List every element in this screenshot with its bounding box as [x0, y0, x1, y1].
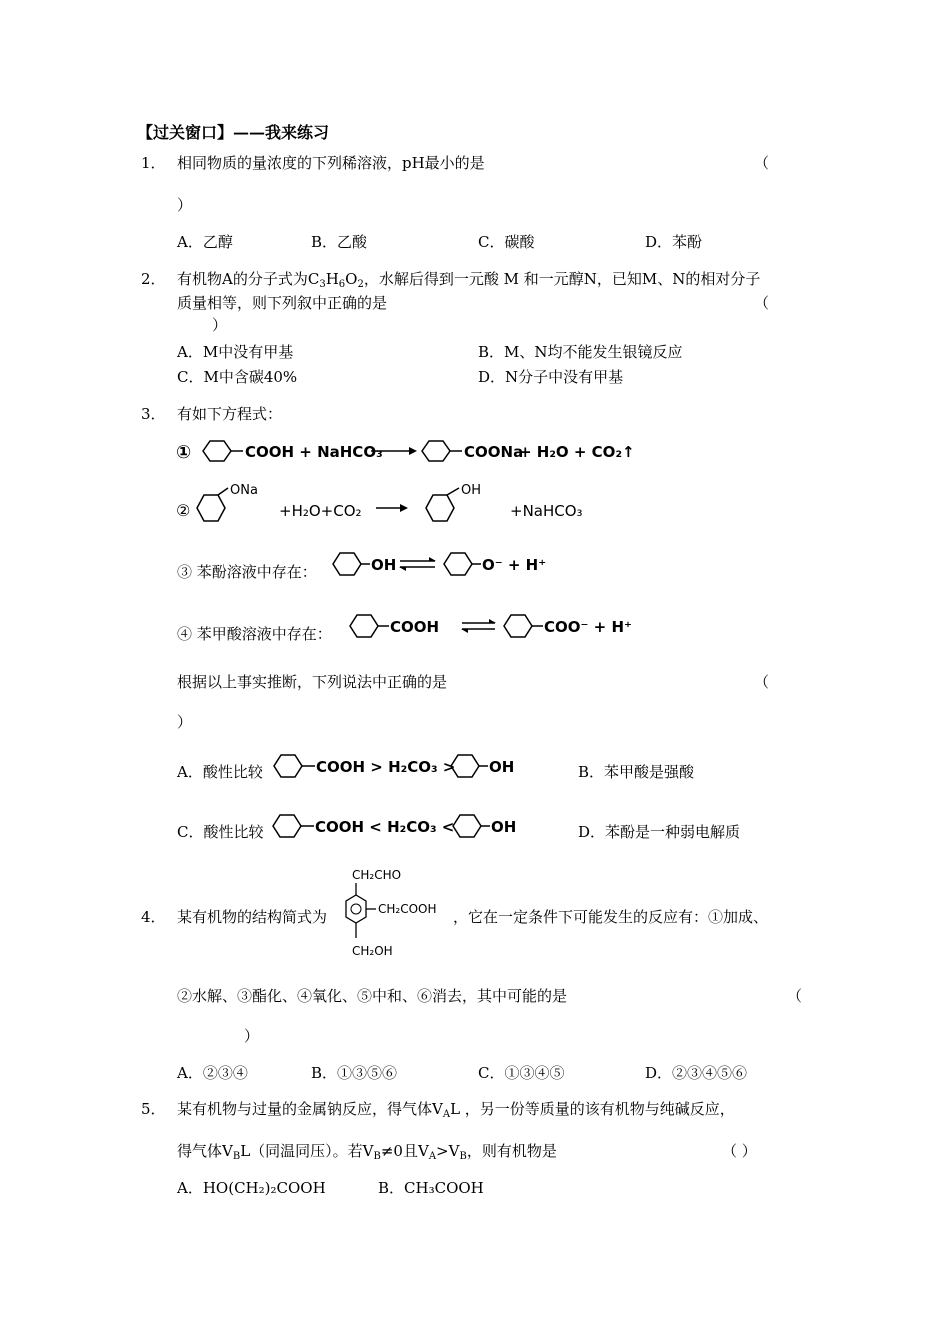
equation-3: [330, 548, 580, 580]
q2-number: 2．: [141, 270, 166, 288]
q3-option-a-label: A．酸性比较: [177, 763, 263, 781]
eq1-reactants: COOH + NaHCO₃: [245, 443, 383, 461]
eq3-product: O⁻ + H⁺: [482, 556, 547, 574]
q3-option-c-formula: [270, 810, 540, 842]
benzene-ring-icon: [426, 495, 454, 521]
q4-structure: [340, 862, 450, 962]
q1-text: 相同物质的量浓度的下列稀溶液，pH最小的是: [177, 154, 485, 172]
eq4-product: COO⁻ + H⁺: [544, 618, 632, 636]
equation-4: [345, 610, 665, 642]
eq2-product-substituent: OH: [461, 483, 482, 498]
eq1-marker: ①: [176, 442, 192, 463]
benzene-ring-icon: [350, 615, 378, 637]
eq2-reagents: +H₂O+CO₂: [279, 502, 362, 520]
q4-number: 4．: [141, 908, 166, 926]
eq3-label: ③ 苯酚溶液中存在：: [177, 563, 317, 581]
q5-option-a: A．HO(CH₂)₂COOH: [177, 1179, 326, 1197]
q2-option-b: B．M、N均不能发生银镜反应: [478, 343, 683, 361]
q1-option-a: A．乙醇: [177, 233, 233, 251]
eq1-byproducts: + H₂O + CO₂↑: [519, 443, 635, 461]
q4-option-b: B．①③⑤⑥: [311, 1064, 398, 1082]
q3-option-c-text: COOH < H₂CO₃ <: [315, 818, 455, 836]
q4-struct-right: CH₂COOH: [378, 902, 437, 916]
q3-paren-open: （: [754, 673, 770, 691]
q4-paren-open: （: [787, 987, 803, 1005]
q5-paren: （ ）: [722, 1142, 757, 1160]
q2-paren-close: ）: [212, 316, 228, 334]
section-header: 【过关窗口】——我来练习: [137, 123, 330, 142]
equation-1: [176, 436, 636, 466]
q4-text-b: ，它在一定条件下可能发生的反应有：①加成、: [453, 908, 769, 926]
q3-text: 有如下方程式：: [177, 405, 283, 423]
eq2-tail: +NaHCO₃: [510, 502, 583, 520]
q1-paren-open: （: [754, 154, 770, 172]
q3-option-c-oh: OH: [491, 818, 517, 836]
benzene-ring-icon: [504, 615, 532, 637]
eq2-marker: ②: [176, 501, 191, 520]
q4-text-a: 某有机物的结构简式为: [177, 908, 328, 926]
benzene-ring-icon: [444, 553, 472, 575]
benzene-ring-icon: [274, 755, 302, 777]
q1-option-c: C．碳酸: [478, 233, 535, 251]
q3-option-d: D．苯酚是一种弱电解质: [578, 823, 741, 841]
eq1-product: COONa: [464, 443, 524, 461]
q3-option-a-formula: [271, 750, 541, 782]
q5-option-b: B．CH₃COOH: [378, 1179, 484, 1197]
eq3-reactant: OH: [371, 556, 397, 574]
q1-option-d: D．苯酚: [645, 233, 703, 251]
benzene-ring-icon: [333, 553, 361, 575]
q4-struct-top: CH₂CHO: [352, 868, 402, 882]
q3-option-a-oh: OH: [489, 758, 515, 776]
benzene-ring-icon: [346, 895, 366, 923]
q4-option-c: C．①③④⑤: [478, 1064, 565, 1082]
q3-paren-close: ）: [177, 713, 193, 731]
q2-option-a: A．M中没有甲基: [177, 343, 294, 361]
q5-text-line2: 得气体$V_BL$（同温同压）。若$V_B\ne 0$且$V_A>V_B$，则有机物是: [177, 1142, 557, 1162]
q5-text-line1: 某有机物与过量的金属钠反应，得气体$V_AL$ ，另一份等质量的该有机物与纯碱反应，: [177, 1100, 735, 1120]
q2-option-c: C．M中含碳40%: [177, 368, 298, 386]
q2-text-line2: 质量相等，则下列叙中正确的是: [177, 294, 388, 312]
q4-text-line2: ②水解、③酯化、④氧化、⑤中和、⑥消去，其中可能的是: [177, 987, 568, 1005]
equation-2: [176, 482, 596, 524]
benzene-ring-icon: [453, 815, 481, 837]
q3-option-c-label: C．酸性比较: [177, 823, 264, 841]
q4-paren-close: ）: [244, 1027, 260, 1045]
q2-paren-open: （: [754, 294, 770, 312]
eq4-reactant: COOH: [390, 618, 440, 636]
q3-stem: 根据以上事实推断，下列说法中正确的是: [177, 673, 448, 691]
q4-struct-bottom: CH₂OH: [352, 944, 393, 958]
q4-option-d: D．②③④⑤⑥: [645, 1064, 748, 1082]
q3-option-b: B．苯甲酸是强酸: [578, 763, 695, 781]
q2-text: 有机物A的分子式为$C_3H_6O_2$，水解后得到一元酸 M 和一元醇N，已知M、N的相对分子: [177, 270, 761, 290]
eq2-substituent: ONa: [230, 483, 258, 498]
q1-option-b: B．乙酸: [311, 233, 368, 251]
q4-option-a: A．②③④: [177, 1064, 248, 1082]
q2-option-d: D．N分子中没有甲基: [478, 368, 624, 386]
benzene-ring-icon: [203, 441, 231, 461]
q3-number: 3．: [141, 405, 166, 423]
q1-number: 1．: [141, 154, 166, 172]
benzene-ring-icon: [273, 815, 301, 837]
eq4-label: ④ 苯甲酸溶液中存在：: [177, 625, 332, 643]
q1-paren-close: ）: [177, 196, 193, 214]
q3-option-a-text: COOH > H₂CO₃ >: [316, 758, 456, 776]
q5-number: 5．: [141, 1100, 166, 1118]
benzene-ring-icon: [197, 495, 225, 521]
benzene-ring-icon: [422, 441, 450, 461]
